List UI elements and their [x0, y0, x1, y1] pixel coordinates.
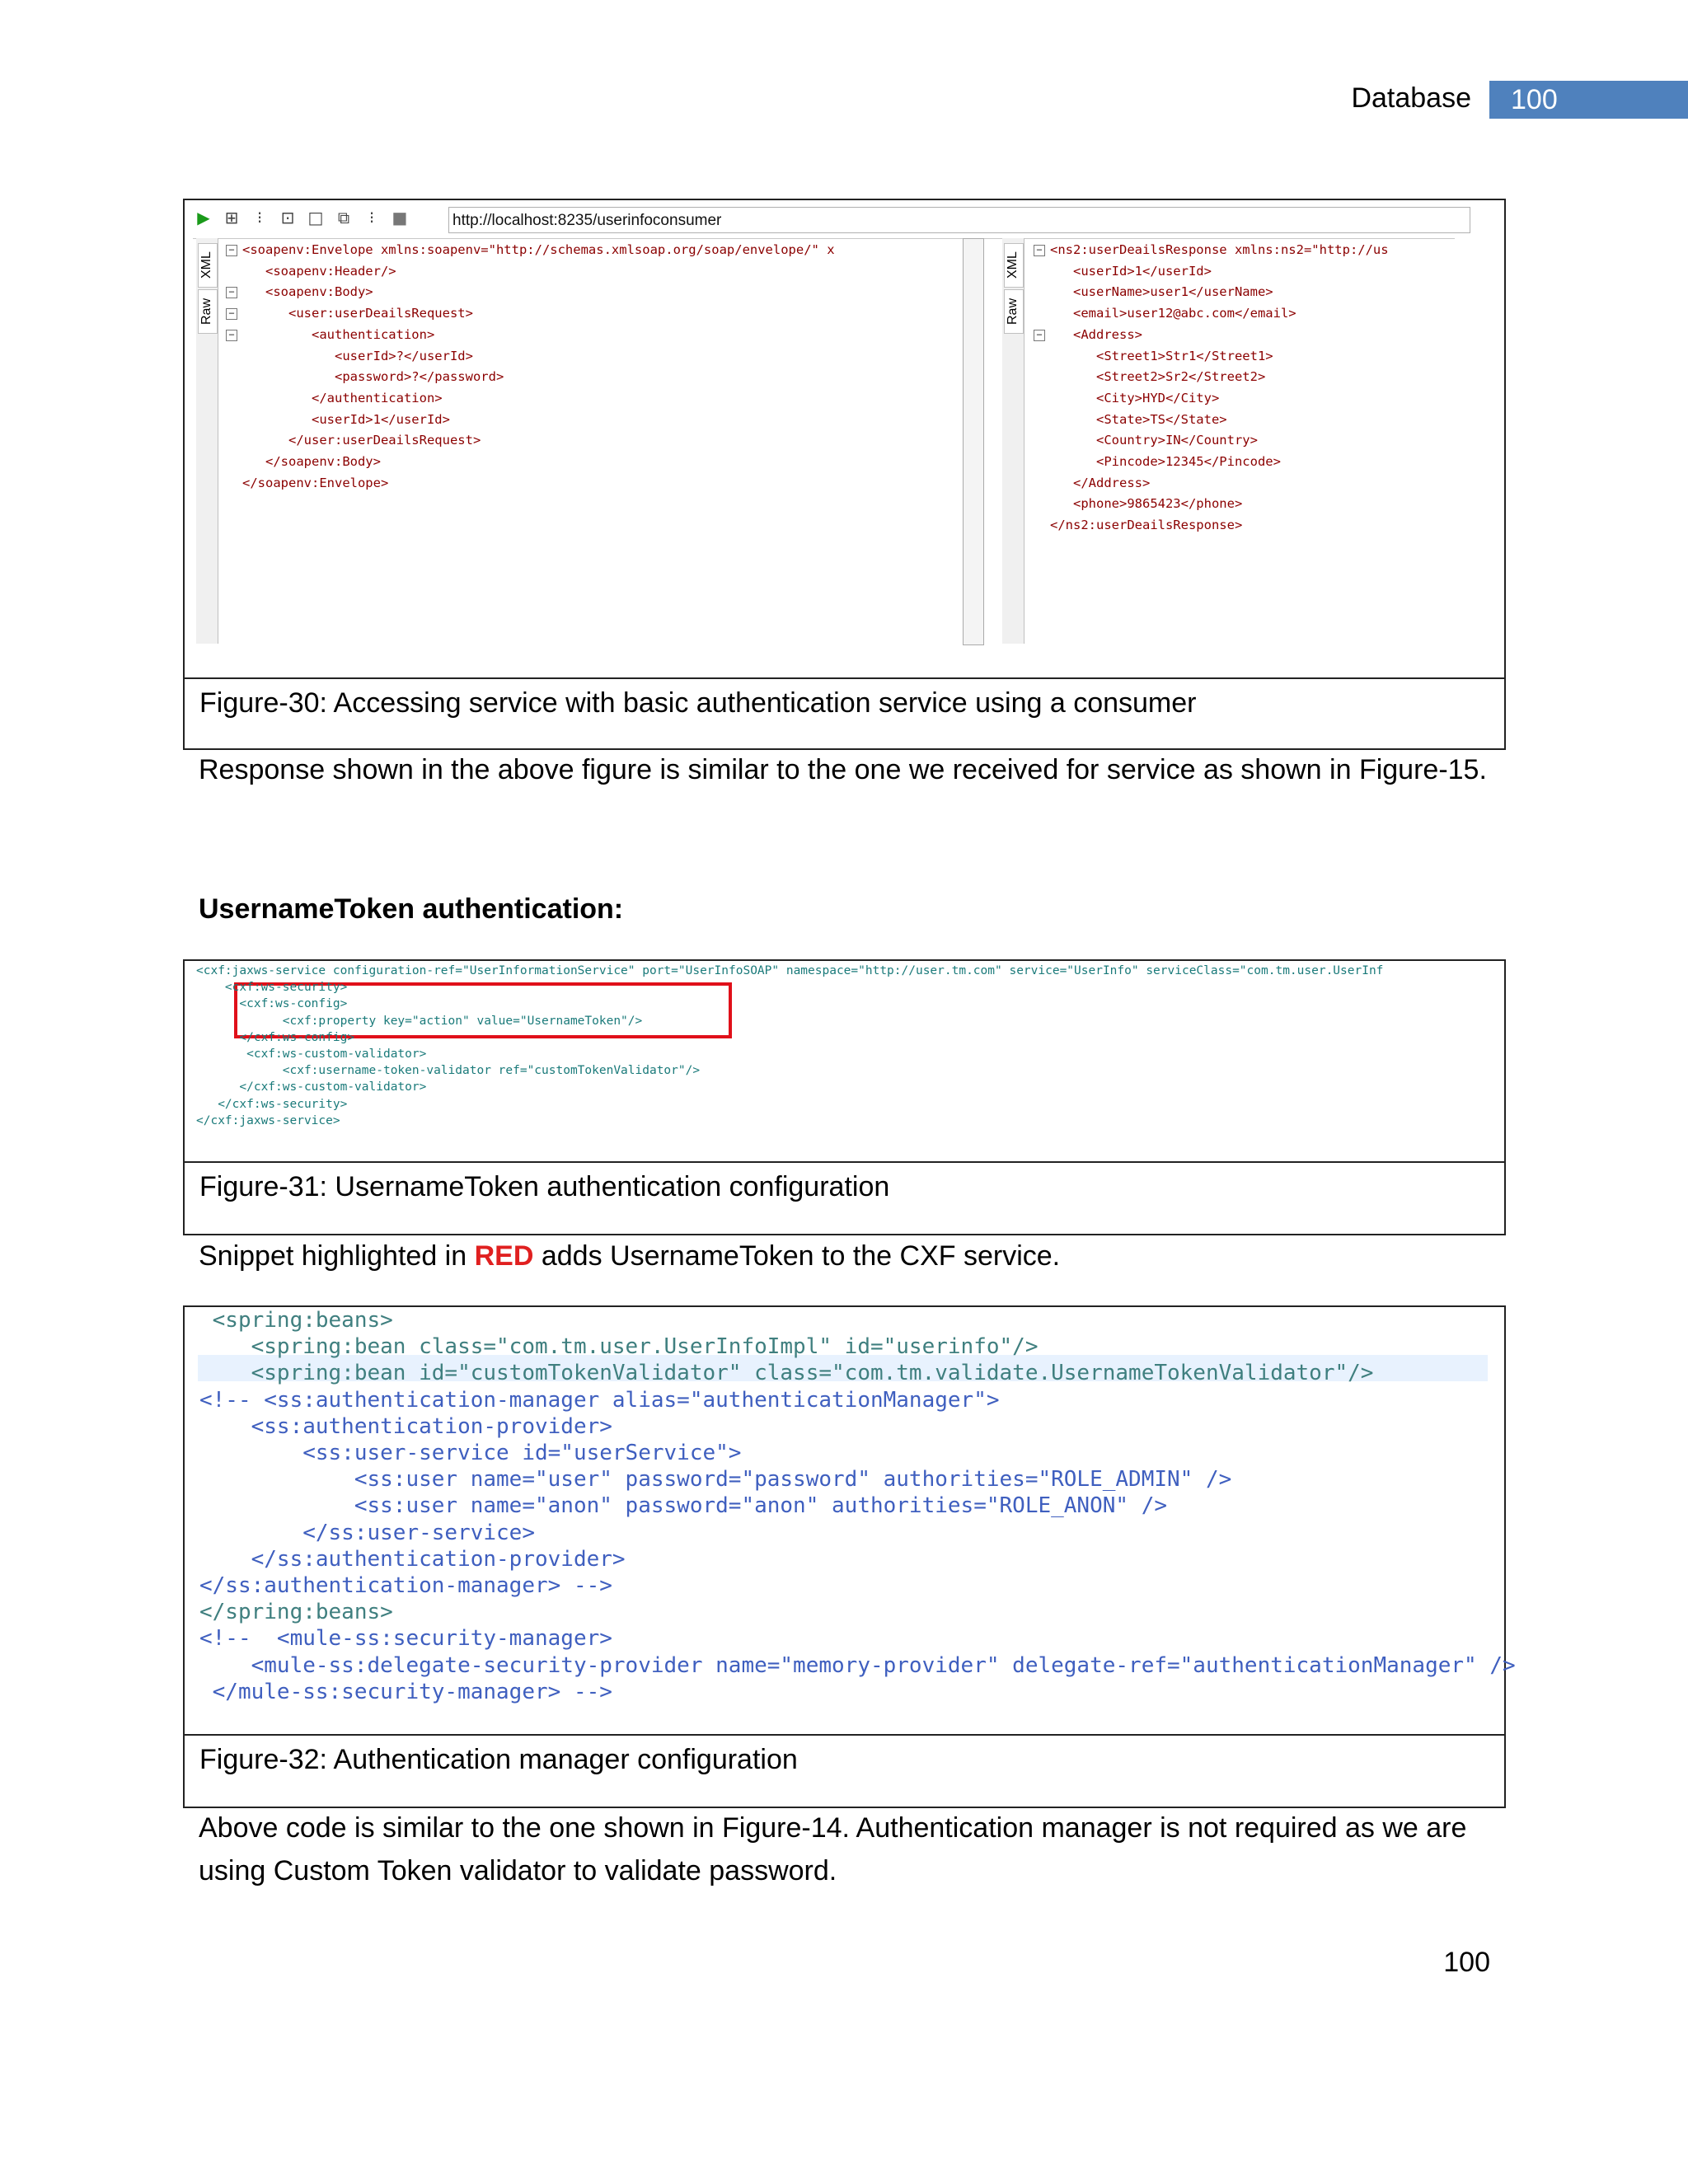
request-xml-editor[interactable] — [242, 240, 940, 645]
request-xml-line: <password>?</password> — [242, 369, 504, 385]
cxf-config-line: <cxf:ws-config> — [196, 997, 348, 1011]
spring-config-line: <ss:user name="anon" password="anon" authorities="ROLE_ANON" /> — [199, 1493, 1167, 1519]
cxf-config-snippet — [196, 963, 1383, 1129]
request-xml-line: <userId>?</userId> — [242, 348, 473, 363]
response-xml-line: </Address> — [1050, 475, 1151, 490]
settings-icon[interactable]: ⁝ — [368, 208, 375, 227]
response-xml-line: <Pincode>12345</Pincode> — [1050, 454, 1281, 470]
section-heading: UsernameToken authentication: — [199, 893, 624, 925]
figure-32 — [183, 1305, 1516, 1808]
response-xml-line: <Street2>Sr2</Street2> — [1050, 369, 1266, 385]
figure-30-caption: Figure-30: Accessing service with basic authentication service using a consumer — [185, 677, 1504, 748]
spring-config-line: </ss:authentication-provider> — [199, 1546, 626, 1572]
cxf-config-line: </cxf:jaxws-service> — [196, 1113, 340, 1127]
run-icon[interactable]: ▶ — [197, 208, 210, 227]
spring-config-line: </mule-ss:security-manager> --> — [199, 1679, 612, 1704]
format-icon[interactable]: ⁝ — [256, 208, 263, 227]
spring-config-line: <ss:user name="user" password="password" authorities="ROLE_ADMIN" /> — [199, 1467, 1232, 1493]
cxf-config-line: <cxf:jaxws-service configuration-ref="UserInformationService" port="UserInfoSOAP" namespace="http://user.tm.com" service="UserInfo" serviceClass="com.tm.user.UserInf — [196, 964, 1384, 977]
copy-icon[interactable]: ⧉ — [337, 208, 350, 227]
fold-toggle-icon[interactable]: − — [1034, 245, 1045, 256]
response-xml-line: <userName>user1</userName> — [1050, 284, 1273, 300]
cxf-config-line: <cxf:username-token-validator ref="customTokenValidator"/> — [196, 1064, 701, 1078]
request-xml-line: </soapenv:Body> — [242, 454, 381, 470]
endpoint-url-field[interactable]: http://localhost:8235/userinfoconsumer — [448, 207, 1470, 233]
cxf-config-line: <cxf:ws-custom-validator> — [196, 1047, 427, 1062]
response-xml-line: <Address> — [1050, 326, 1142, 342]
tab-response-raw[interactable]: Raw — [1004, 289, 1024, 334]
cxf-config-line: </cxf:ws-custom-validator> — [196, 1080, 427, 1094]
spring-config-line: </ss:user-service> — [199, 1520, 535, 1545]
request-xml-line: </authentication> — [242, 390, 443, 405]
response-xml-line: <userId>1</userId> — [1050, 263, 1212, 279]
add-step-icon[interactable]: ⊞ — [224, 208, 239, 227]
spring-config-code — [199, 1307, 1516, 1705]
request-xml-line: <soapenv:Header/> — [242, 263, 396, 279]
request-xml-line: <soapenv:Envelope xmlns:soapenv="http://schemas.xmlsoap.org/soap/envelope/" x — [242, 242, 835, 257]
soapui-toolbar — [193, 205, 1455, 239]
request-xml-line: <authentication> — [242, 326, 435, 342]
fold-toggle-icon[interactable]: − — [226, 245, 237, 256]
fold-toggle-icon[interactable]: − — [226, 287, 237, 298]
figure-30 — [183, 199, 1506, 750]
response-xml-line: <ns2:userDeailsResponse xmlns:ns2="http://us — [1050, 242, 1389, 257]
request-scrollbar[interactable] — [963, 238, 984, 645]
tab-request-raw[interactable]: Raw — [198, 289, 218, 334]
tab-response-xml[interactable]: XML — [1004, 243, 1024, 288]
spring-config-line: <!-- <mule-ss:security-manager> — [199, 1626, 612, 1652]
figure-31 — [183, 959, 1506, 1235]
response-xml-line: <phone>9865423</phone> — [1050, 496, 1243, 512]
response-xml-line: <City>HYD</City> — [1050, 390, 1220, 405]
paragraph-snippet-note — [199, 1235, 1501, 1277]
response-xml-viewer[interactable] — [1050, 240, 1505, 645]
spring-config-line: <!-- <ss:authentication-manager alias="authenticationManager"> — [199, 1387, 1000, 1413]
spring-config-line: <spring:beans> — [199, 1308, 393, 1333]
red-keyword: RED — [474, 1240, 534, 1272]
response-fold-gutter — [1032, 241, 1048, 645]
request-xml-line: <user:userDeailsRequest> — [242, 306, 473, 321]
fold-toggle-icon[interactable]: − — [226, 330, 237, 341]
cxf-config-line: </cxf:ws-security> — [196, 1097, 348, 1111]
page-number: 100 — [1443, 1947, 1490, 1978]
request-xml-line: </user:userDeailsRequest> — [242, 433, 481, 448]
tab-request-xml[interactable]: XML — [198, 243, 218, 288]
fold-toggle-icon[interactable]: − — [226, 308, 237, 320]
figure-31-caption: Figure-31: UsernameToken authentication configuration — [185, 1161, 1504, 1234]
expand-icon[interactable]: ⊡ — [280, 208, 295, 227]
spring-config-line: </spring:beans> — [199, 1600, 393, 1625]
spring-config-line: <ss:authentication-provider> — [199, 1413, 612, 1439]
cxf-config-line: <cxf:ws-security> — [196, 981, 348, 995]
spring-config-line: <mule-ss:delegate-security-provider name="memory-provider" delegate-ref="authenticationManager" /> — [199, 1652, 1516, 1678]
response-xml-line: </ns2:userDeailsResponse> — [1050, 518, 1243, 533]
spring-config-line: </ss:authentication-manager> --> — [199, 1573, 612, 1599]
note-text-after: adds UsernameToken to the CXF service. — [533, 1240, 1061, 1272]
response-xml-line: <Country>IN</Country> — [1050, 433, 1258, 448]
figure-32-caption: Figure-32: Authentication manager configuration — [185, 1734, 1504, 1807]
response-xml-line: <State>TS</State> — [1050, 411, 1227, 427]
paragraph-auth-manager-note: Above code is similar to the one shown in Figure-14. Authentication manager is not required as we are using Custom Token validator to validate password. — [199, 1812, 1467, 1886]
request-fold-gutter — [224, 241, 241, 645]
page-number-badge: 100 — [1489, 81, 1688, 119]
running-header-title: Database — [1351, 82, 1471, 114]
fold-toggle-icon[interactable]: − — [1034, 330, 1045, 341]
paragraph-response-note: Response shown in the above figure is similar to the one we received for service as shown in Figure-15. — [199, 754, 1487, 785]
note-text-before: Snippet highlighted in — [199, 1240, 475, 1272]
response-xml-line: <Street1>Str1</Street1> — [1050, 348, 1273, 363]
spring-config-line: <spring:bean class="com.tm.user.UserInfoImpl" id="userinfo"/> — [199, 1334, 1039, 1360]
response-xml-line: <email>user12@abc.com</email> — [1050, 306, 1296, 321]
cxf-config-line: </cxf:ws-config> — [196, 1030, 355, 1044]
request-xml-line: <userId>1</userId> — [242, 411, 450, 427]
request-xml-line: <soapenv:Body> — [242, 284, 373, 300]
request-view-tabs — [196, 238, 218, 644]
response-view-tabs — [1002, 238, 1025, 644]
square-icon[interactable]: □ — [307, 208, 324, 227]
spring-config-line: <spring:bean id="customTokenValidator" class="com.tm.validate.UsernameTokenValidator"/> — [199, 1361, 1374, 1386]
stop-icon[interactable]: ■ — [392, 208, 408, 227]
spring-config-line: <ss:user-service id="userService"> — [199, 1441, 742, 1466]
request-xml-line: </soapenv:Envelope> — [242, 475, 389, 490]
cxf-config-line: <cxf:property key="action" value="UsernameToken"/> — [196, 1014, 643, 1028]
